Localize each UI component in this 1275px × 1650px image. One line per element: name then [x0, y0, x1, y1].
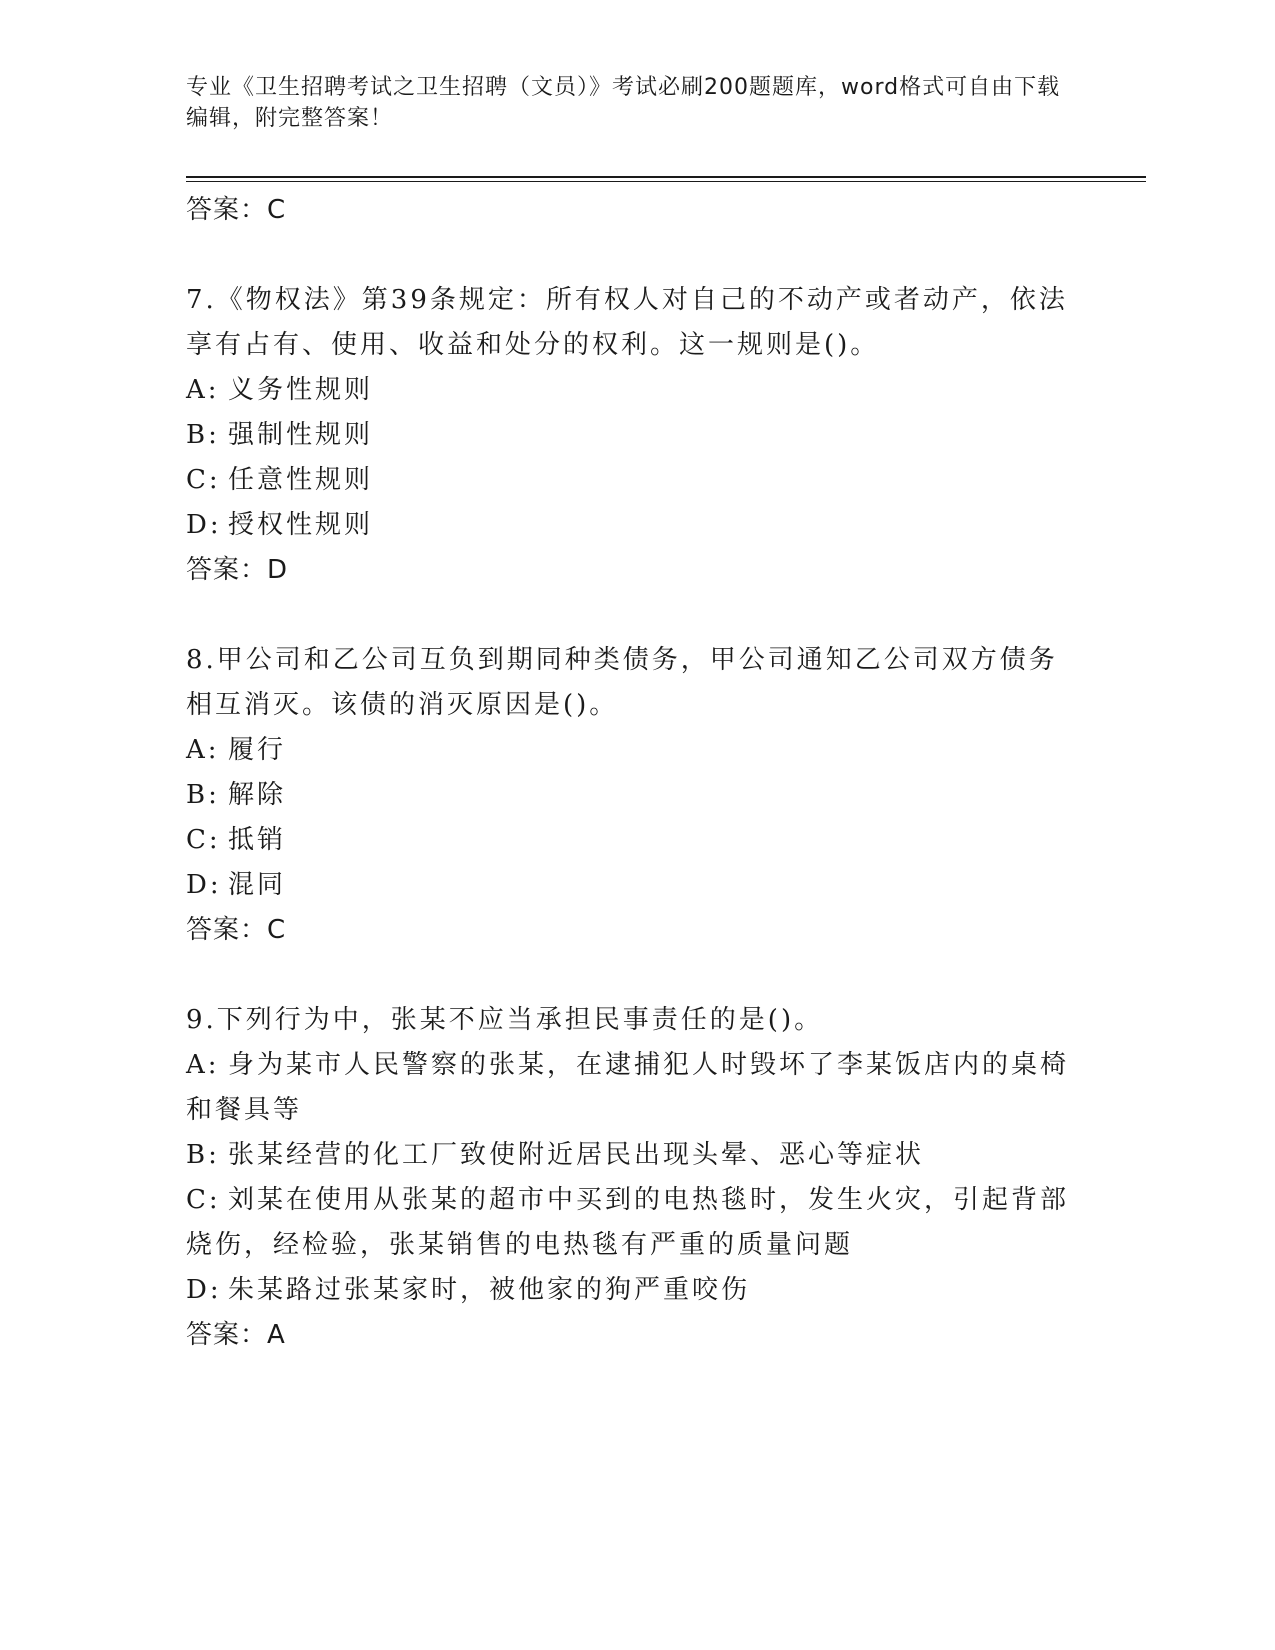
option-key: A:	[186, 735, 220, 765]
option-c	[186, 458, 1086, 503]
header-divider-thin	[186, 181, 1146, 182]
option-text: 刘某在使用从张某的超市中买到的电热毯时，发生火灾，引起背部烧伤，经检验，张某销售的电热毯有严重的质量问题	[186, 1185, 1070, 1260]
option-key: A:	[186, 1050, 220, 1080]
option-text: 张某经营的化工厂致使附近居民出现头晕、恶心等症状	[228, 1140, 925, 1170]
option-text: 身为某市人民警察的张某，在逮捕犯人时毁坏了李某饭店内的桌椅和餐具等	[186, 1050, 1070, 1125]
option-key: C:	[186, 1185, 221, 1215]
option-text: 抵销	[228, 825, 287, 855]
option-text: 任意性规则	[228, 465, 374, 495]
answer: 答案：C	[186, 915, 287, 945]
question-9	[186, 998, 1086, 1358]
answer: 答案：D	[186, 555, 289, 585]
question-stem: 7.《物权法》第39条规定：所有权人对自己的不动产或者动产，依法享有占有、使用、收益和处分的权利。这一规则是()。	[186, 285, 1068, 360]
option-a	[186, 1043, 1086, 1133]
option-c	[186, 1178, 1086, 1268]
question-list	[186, 188, 1086, 1358]
option-text: 强制性规则	[228, 420, 374, 450]
question-7	[186, 278, 1086, 593]
option-text: 混同	[228, 870, 287, 900]
option-d	[186, 1268, 1086, 1313]
option-key: B:	[186, 420, 220, 450]
question-8	[186, 638, 1086, 953]
option-text: 履行	[228, 735, 287, 765]
option-key: D:	[186, 870, 222, 900]
answer: 答案：A	[186, 1320, 286, 1350]
option-b	[186, 413, 1086, 458]
option-b	[186, 1133, 1086, 1178]
option-text: 义务性规则	[228, 375, 374, 405]
option-text: 解除	[228, 780, 287, 810]
option-text: 授权性规则	[228, 510, 374, 540]
option-key: D:	[186, 1275, 222, 1305]
option-a	[186, 728, 1086, 773]
option-key: D:	[186, 510, 222, 540]
question-stem: 8.甲公司和乙公司互负到期同种类债务，甲公司通知乙公司双方债务相互消灭。该债的消灭原因是()。	[186, 645, 1058, 720]
option-d	[186, 863, 1086, 908]
option-text: 朱某路过张某家时，被他家的狗严重咬伤	[228, 1275, 751, 1305]
option-key: B:	[186, 1140, 220, 1170]
option-b	[186, 773, 1086, 818]
option-key: B:	[186, 780, 220, 810]
option-key: C:	[186, 825, 221, 855]
option-key: C:	[186, 465, 221, 495]
option-key: A:	[186, 375, 220, 405]
option-a	[186, 368, 1086, 413]
option-c	[186, 818, 1086, 863]
question-stem: 9.下列行为中，张某不应当承担民事责任的是()。	[186, 1005, 824, 1035]
document-header: 专业《卫生招聘考试之卫生招聘（文员）》考试必刷200题题库，word格式可自由下载编辑，附完整答案！	[186, 75, 1061, 131]
header-divider-thick	[186, 176, 1146, 178]
previous-answer: 答案：C	[186, 195, 287, 225]
option-d	[186, 503, 1086, 548]
